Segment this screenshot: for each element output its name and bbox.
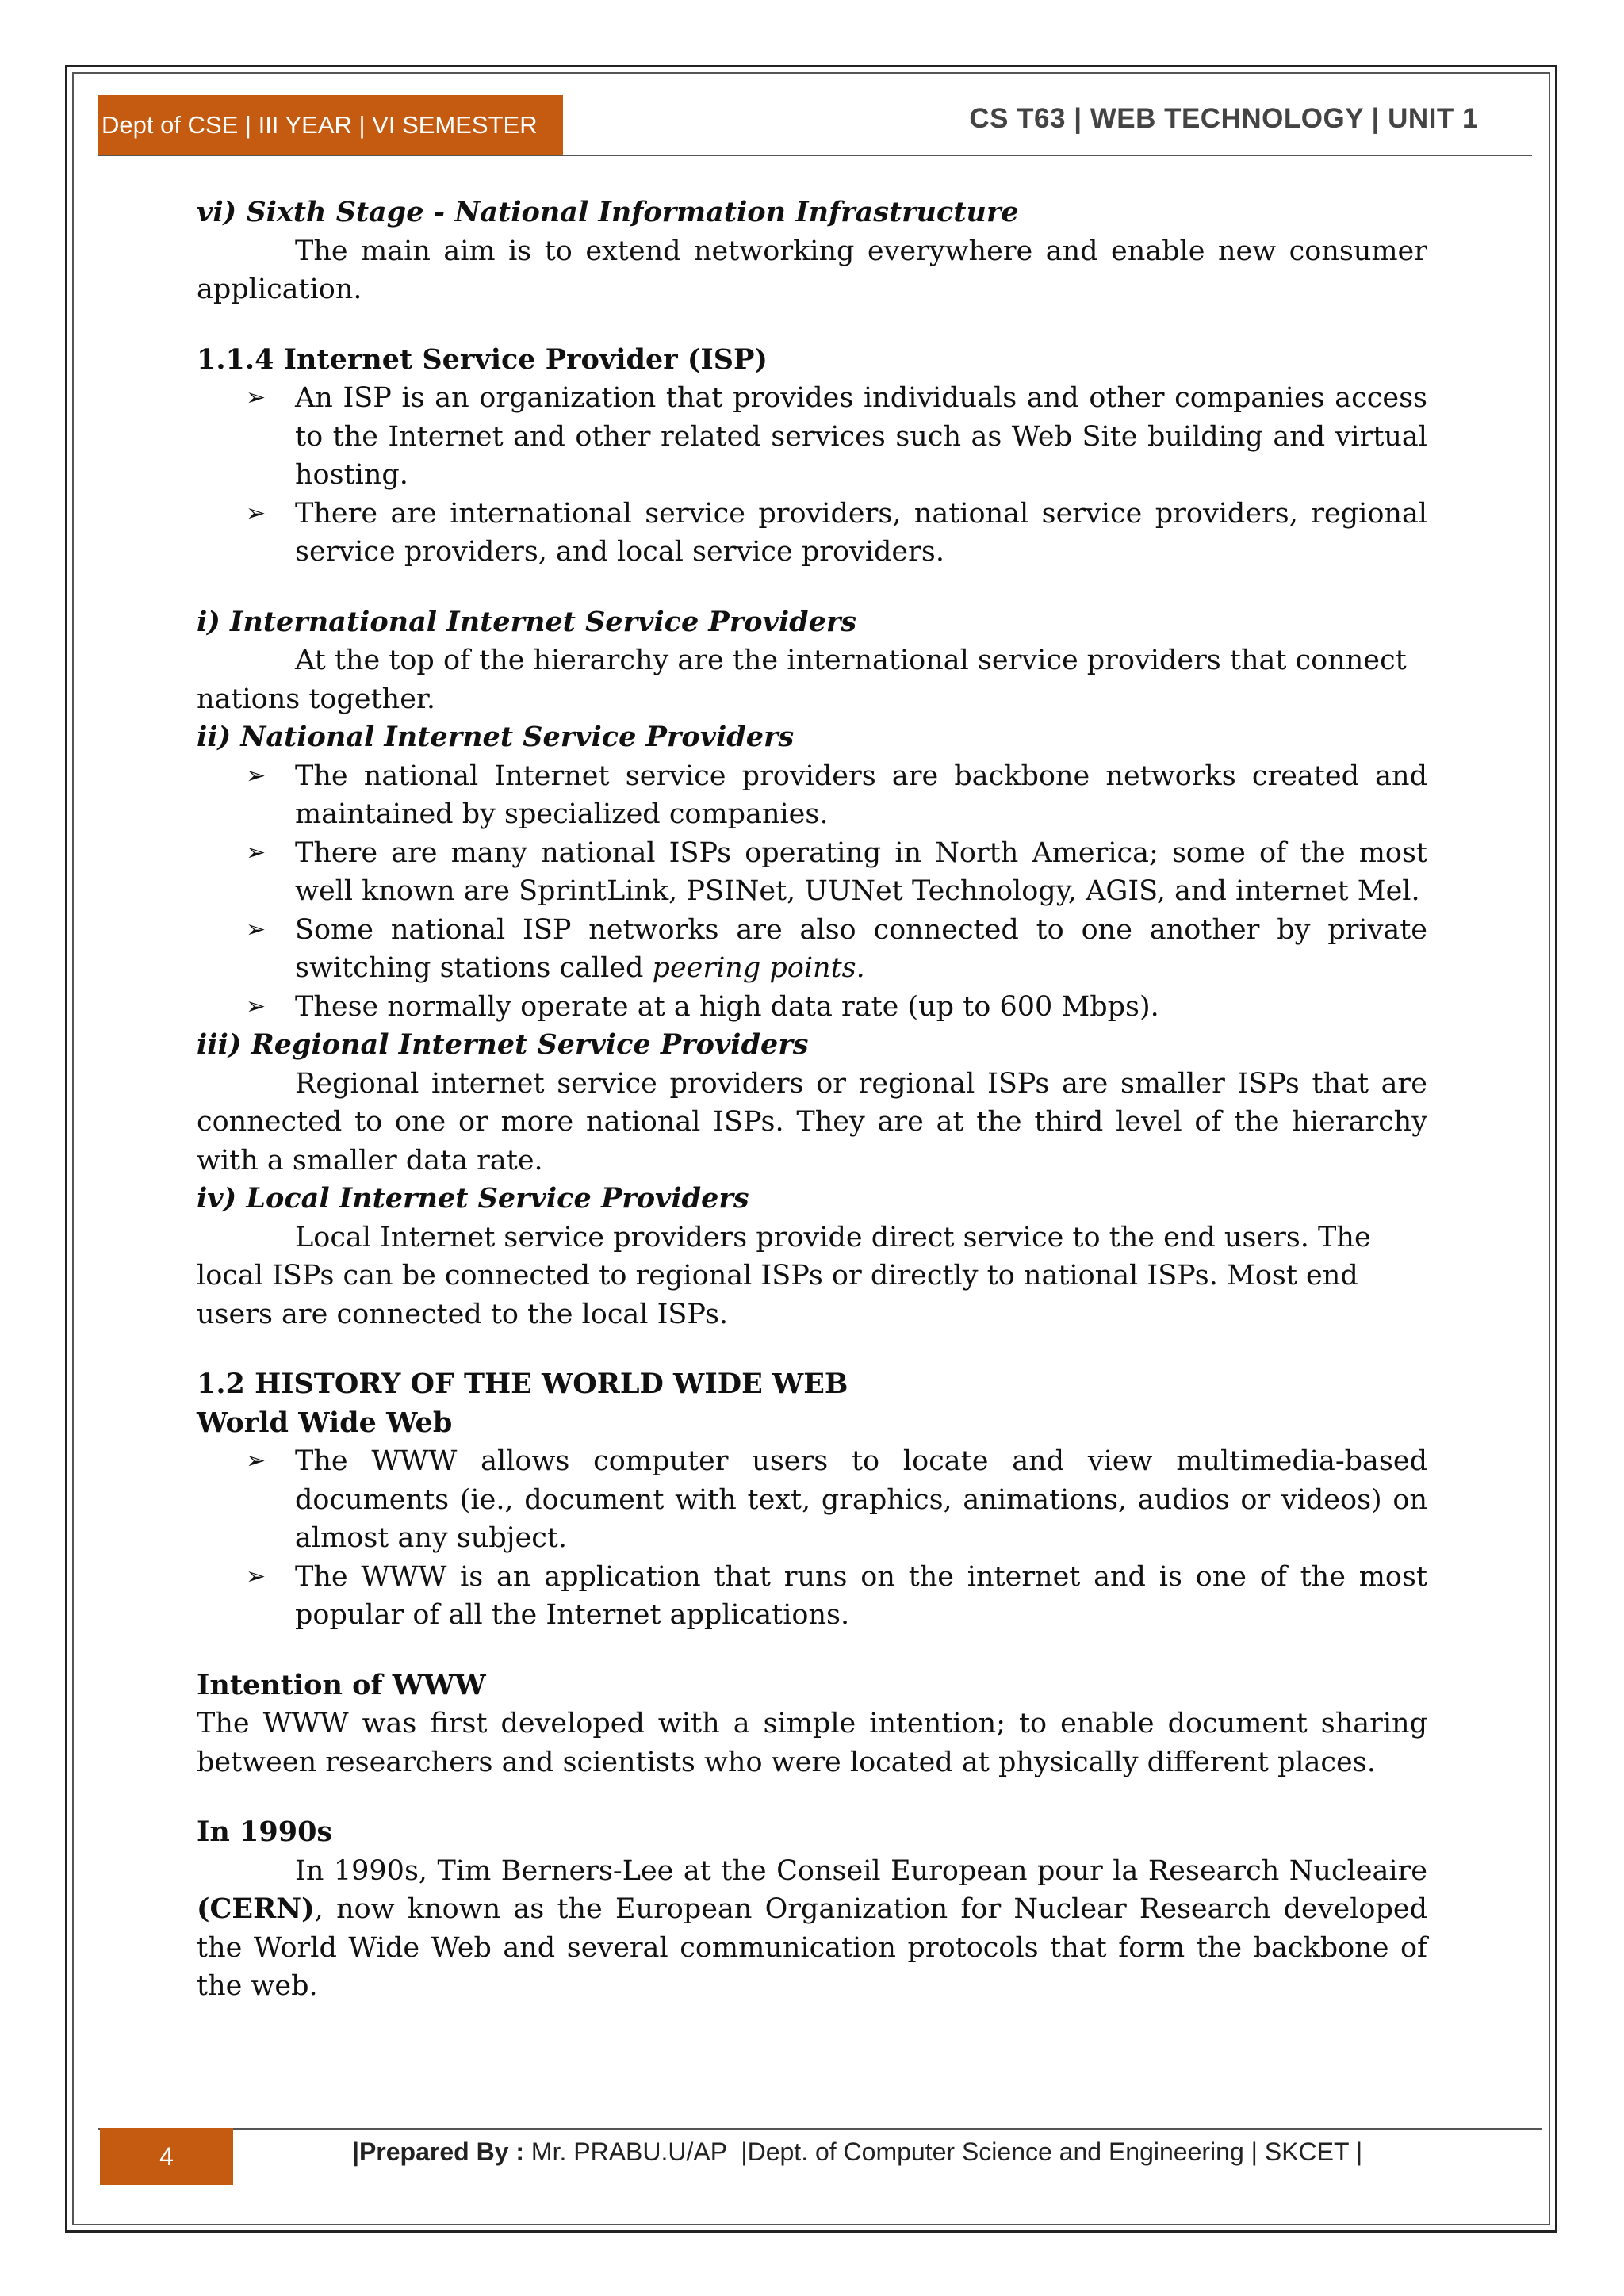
header-course-title: CS T63 | WEB TECHNOLOGY | UNIT 1 [969,103,1478,134]
www-bullet-list [197,1442,1427,1635]
national-isp-bullet-list [197,757,1427,1027]
regional-isp-text: Regional internet service providers or regional ISPs are smaller ISPs that are connected to one or more national ISPs. They are at the third level of the hierarchy with a smaller data rate. [197,1067,1427,1177]
list-item: ➢ The WWW is an application that runs on the internet and is one of the most popular of all the Internet applications. [295,1558,1427,1635]
peering-term: peering points. [652,952,865,984]
list-item: ➢ There are international service providers, national service providers, regional service providers, and local service providers. [295,495,1427,572]
list-item: ➢ The WWW allows computer users to locate and view multimedia-based documents (ie., document with text, graphics, animations, audios or videos) on almost any subject. [295,1442,1427,1558]
intention-text: The WWW was first developed with a simple intention; to enable document sharing between researchers and scientists who were located at physically different places. [197,1708,1427,1778]
nineties-heading: In 1990s [197,1816,333,1848]
list-item [295,911,1427,988]
header-rule [98,155,1532,156]
nineties-text [197,1852,1427,2006]
history-heading: 1.2 HISTORY OF THE WORLD WIDE WEB [197,1368,848,1400]
local-isp-text: Local Internet service providers provide direct service to the end users. The local ISPs can be connected to regional ISPs or directly to national ISPs. Most end users are connected to the local ISPs. [197,1221,1371,1330]
www-subheading: World Wide Web [197,1406,453,1439]
footer-rule [98,2128,1542,2130]
list-item: ➢ The national Internet service providers are backbone networks created and maintained by specialized companies. [295,757,1427,834]
page-number: 4 [100,2128,233,2185]
intention-heading: Intention of WWW [197,1668,486,1701]
header-dept-label: Dept of CSE | III YEAR | VI SEMESTER [98,95,563,155]
isp-heading: 1.1.4 Internet Service Provider (ISP) [197,342,768,376]
sixth-stage-heading: vi) Sixth Stage - National Information Infrastructure [197,196,1019,228]
peering-text: Some national ISP networks are also connected to one another by private switching stations called [295,913,1427,984]
national-isp-heading: ii) National Internet Service Providers [197,721,795,753]
nineties-text-before: In 1990s, Tim Berners-Lee at the Conseil European pour la Research Nucleaire [295,1854,1427,1887]
footer-prepared-label: |Prepared By : [352,2137,531,2166]
international-isp-text: At the top of the hierarchy are the international service providers that connect nations together. [197,645,1407,715]
regional-isp-heading: iii) Regional Internet Service Providers [197,1028,809,1061]
list-item: ➢ These normally operate at a high data rate (up to 600 Mbps). [295,988,1427,1027]
list-item: ➢ There are many national ISPs operating in North America; some of the most well known are SprintLink, PSINet, UUNet Technology, AGIS, and internet Mel. [295,834,1427,911]
page-content [197,193,1427,2006]
nineties-text-after: , now known as the European Organization for Nuclear Research developed the World Wide Web and several communication protocols that form the backbone of the web. [197,1893,1427,2002]
local-isp-heading: iv) Local Internet Service Providers [197,1182,749,1215]
cern-label: (CERN) [197,1892,315,1925]
sixth-stage-text: The main aim is to extend networking everywhere and enable new consumer application. [197,235,1427,305]
international-isp-heading: i) International Internet Service Providers [197,605,857,638]
footer-prepared-text: Mr. PRABU.U/AP |Dept. of Computer Science and Engineering | SKCET | [530,2137,1363,2166]
isp-bullet-list [197,379,1427,572]
list-item: ➢ An ISP is an organization that provides individuals and other companies access to the Internet and other related services such as Web Site building and virtual hosting. [295,379,1427,495]
footer-credit [352,2137,1362,2167]
